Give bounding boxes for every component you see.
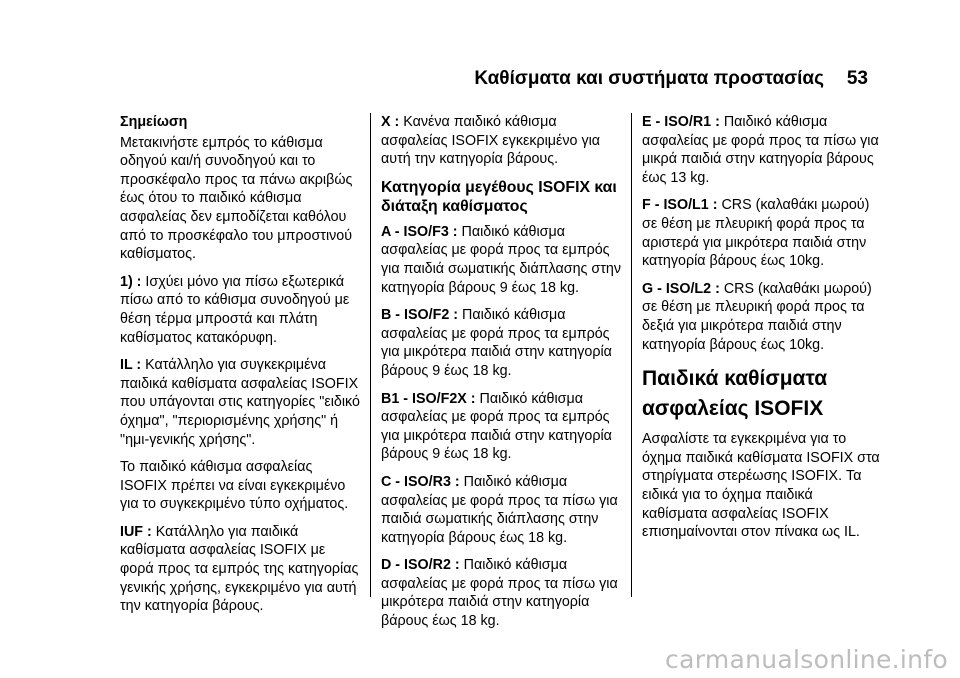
- isofix-approval-text: Το παιδικό κάθισμα ασφαλείας ISOFIX πρέπει να είναι εγκεκριμένο για το συγκεκριμένο τύπο οχήματος.: [120, 459, 349, 513]
- column-right: [642, 113, 882, 551]
- note-text: Μετακινήστε εμπρός το κάθισμα οδηγού και/ή συνοδηγού και το προσκέφαλο προς τα πάνω ακριβώς έως ότου το παιδικό κάθισμα ασφαλείας δεν εμποδίζεται καθόλου από το προσκέφαλο του μπροστινού καθίσματος.: [120, 134, 353, 263]
- column-divider: [631, 113, 632, 597]
- class-a: [381, 223, 621, 297]
- legend-x: [381, 113, 621, 169]
- page-header: [0, 68, 960, 98]
- isofix-seats-text: Ασφαλίστε τα εγκεκριμένα για το όχημα παιδικά καθίσματα ISOFIX στα στηρίγματα στερέωσης ISOFIX. Τα ειδικά για το όχημα παιδικά καθίσματα ασφαλείας ISOFIX επισημαίνονται στον πίνακα ως IL.: [642, 431, 880, 541]
- legend-iuf: [120, 523, 360, 616]
- legend-iuf-text: Κατάλληλο για παιδικά καθίσματα ασφαλείας ISOFIX με φορά προς τα εμπρός της κατηγορίας γενικής χρήσης, εγκεκριμένο για αυτή την κατηγορία βάρους.: [120, 523, 359, 615]
- legend-x-text: Κανένα παιδικό κάθισμα ασφαλείας ISOFIX εγκεκριμένο για αυτή την κατηγορία βάρους.: [381, 114, 601, 168]
- class-f-text: CRS (καλαθάκι μωρού) σε θέση με πλευρική φορά προς τα αριστερά για μικρότερα παιδιά στην κατηγορία βάρους έως 10kg.: [642, 197, 870, 270]
- class-g: [642, 280, 882, 354]
- section-title: Καθίσματα και συστήματα προστασίας: [474, 68, 824, 89]
- class-e-label: E - ISO/R1 :: [642, 114, 720, 130]
- page-number: 53: [846, 68, 868, 89]
- legend-x-label: X :: [381, 114, 400, 130]
- footnote-1-label: 1) :: [120, 273, 142, 290]
- class-b-label: B - ISO/F2 :: [381, 307, 459, 324]
- class-b1: [381, 390, 621, 464]
- class-g-label: G - ISO/L2 :: [642, 280, 720, 297]
- isofix-seats-heading: Παιδικά καθίσματα ασφαλείας ISOFIX: [642, 367, 828, 421]
- class-b-text: Παιδικό κάθισμα ασφαλείας με φορά προς τα εμπρός για μικρότερα παιδιά στην κατηγορία βάρους 9 έως 18 kg.: [381, 307, 612, 379]
- class-e-text: Παιδικό κάθισμα ασφαλείας με φορά προς τα πίσω για μικρά παιδιά στην κατηγορία βάρους έως 13 kg.: [642, 114, 879, 186]
- watermark: carmanualsonline.info: [665, 645, 948, 674]
- class-c: [381, 473, 621, 547]
- column-left: [120, 113, 360, 625]
- class-f-label: F - ISO/L1 :: [642, 197, 718, 214]
- legend-il-text: Κατάλληλο για συγκεκριμένα παιδικά καθίσματα ασφαλείας ISOFIX που υπάγονται στις κατηγορίες "ειδικό όχημα", "περιορισμένης χρήσης" ή "ημι-γενικής χρήσης".: [120, 357, 360, 448]
- class-b1-label: B1 - ISO/F2X :: [381, 390, 476, 407]
- class-b1-text: Παιδικό κάθισμα ασφαλείας με φορά προς τα εμπρός για μικρότερα παιδιά στην κατηγορία βάρους 9 έως 18 kg.: [381, 390, 612, 463]
- class-e: [642, 113, 882, 187]
- column-middle: [381, 113, 621, 640]
- legend-il: [120, 356, 360, 449]
- class-c-label: C - ISO/R3 :: [381, 473, 460, 490]
- note-title: Σημείωση: [120, 114, 188, 130]
- footnote-1: [120, 273, 360, 347]
- column-divider: [370, 113, 371, 597]
- footnote-1-text: Ισχύει μόνο για πίσω εξωτερικά πίσω από το κάθισμα συνοδηγού με θέση τέρμα μπροστά και πλάτη καθίσματος κατακόρυφη.: [120, 273, 350, 346]
- size-class-heading: Κατηγορία μεγέθους ISOFIX και διάταξη καθίσματος: [381, 178, 617, 216]
- class-d: [381, 556, 621, 630]
- class-g-text: CRS (καλαθάκι μωρού) σε θέση με πλευρική φορά προς τα δεξιά για μικρότερα παιδιά στην κατηγορία βάρους έως 10kg.: [642, 280, 872, 353]
- class-c-text: Παιδικό κάθισμα ασφαλείας με φορά προς τα πίσω για παιδιά σωματικής διάπλασης στην κατηγορία βάρους έως 18 kg.: [381, 473, 618, 546]
- class-f: [642, 196, 882, 270]
- class-b: [381, 306, 621, 380]
- class-d-text: Παιδικό κάθισμα ασφαλείας με φορά προς τα πίσω για μικρότερα παιδιά στην κατηγορία βάρους έως 18 kg.: [381, 557, 618, 630]
- legend-il-label: IL :: [120, 357, 142, 374]
- class-a-label: A - ISO/F3 :: [381, 223, 458, 240]
- class-a-text: Παιδικό κάθισμα ασφαλείας με φορά προς τα εμπρός για παιδιά σωματικής διάπλασης στην κατηγορία βάρους 9 έως 18 kg.: [381, 223, 621, 296]
- class-d-label: D - ISO/R2 :: [381, 557, 460, 574]
- legend-iuf-label: IUF :: [120, 523, 152, 540]
